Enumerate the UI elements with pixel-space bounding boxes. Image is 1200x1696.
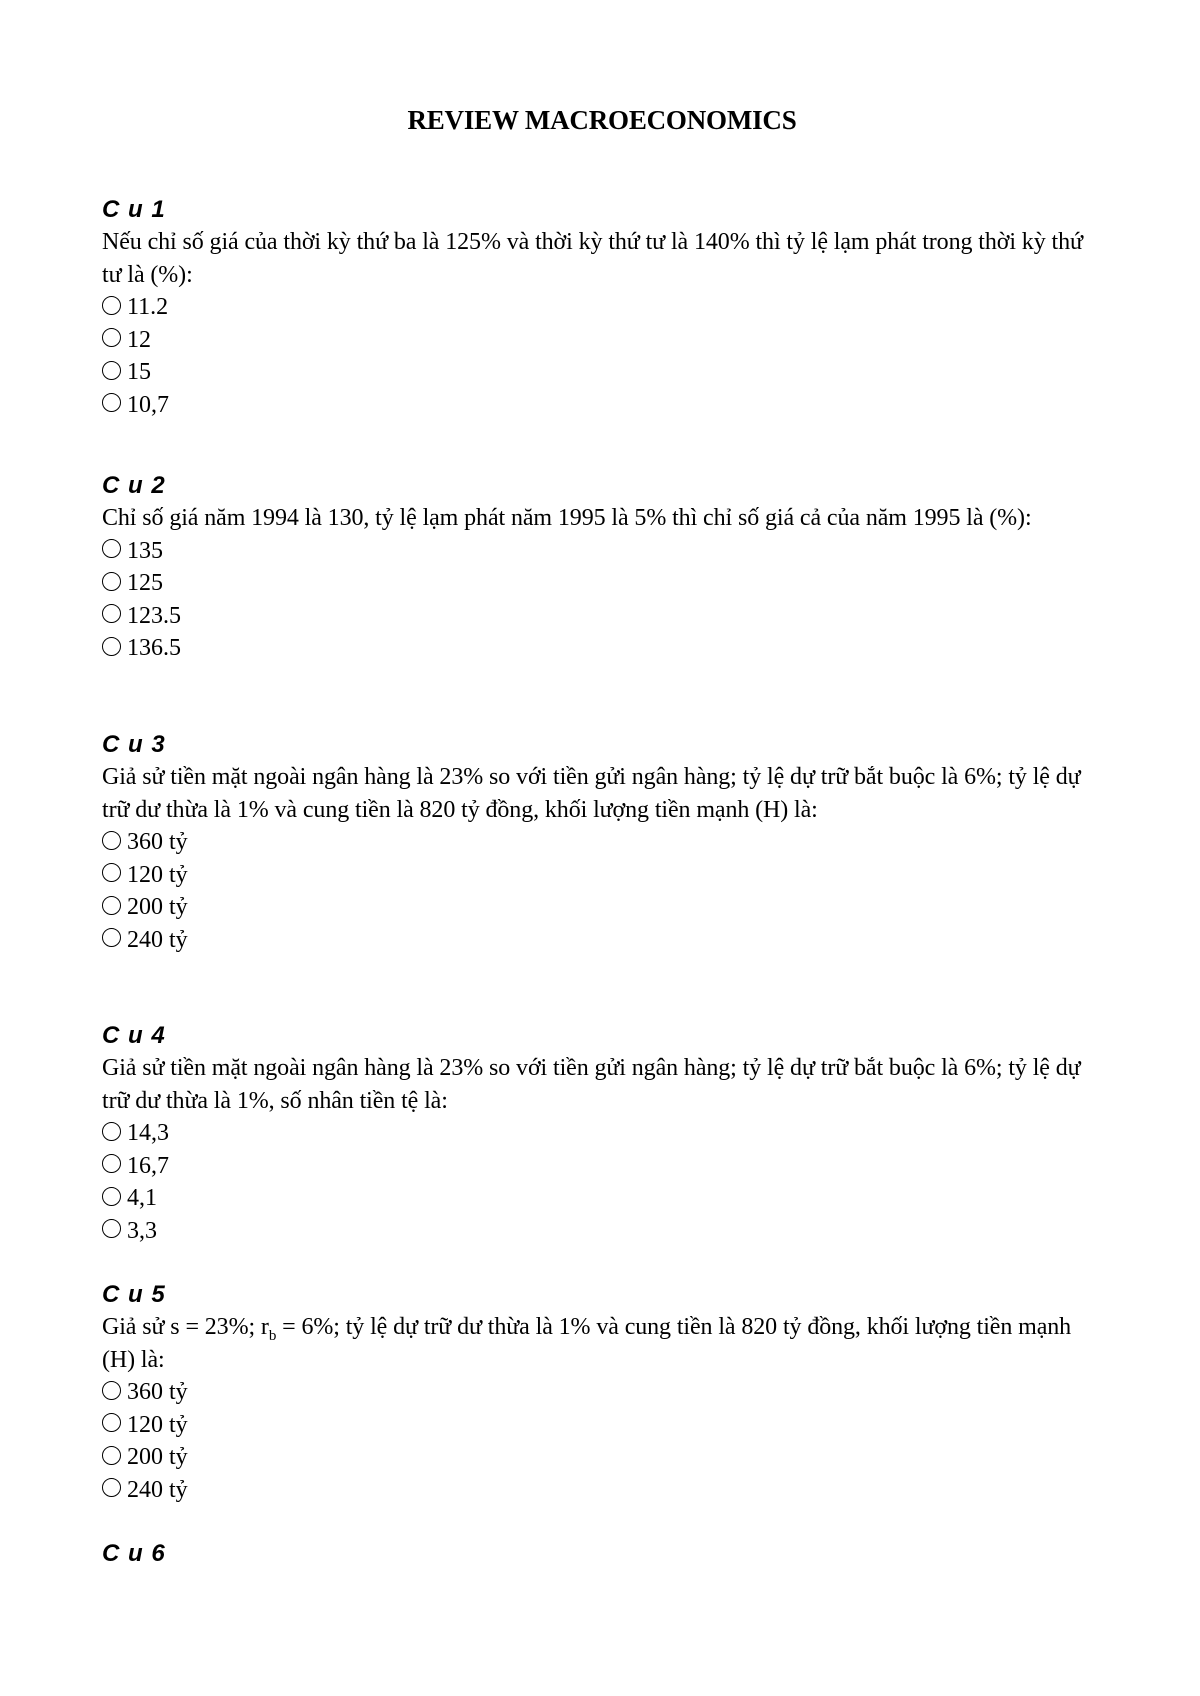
subscript: b xyxy=(268,1327,277,1344)
answer-option[interactable] xyxy=(102,324,1102,357)
answer-option[interactable] xyxy=(102,356,1102,389)
answer-option-label: 135 xyxy=(127,537,163,564)
answer-option[interactable] xyxy=(102,632,1102,665)
answer-option-label: 360 tỷ xyxy=(127,1379,188,1405)
answer-option[interactable] xyxy=(102,1182,1102,1215)
answer-option-label: 120 tỷ xyxy=(127,1411,188,1438)
radio-button-icon[interactable] xyxy=(102,1187,121,1206)
question-2 xyxy=(102,470,1102,665)
answer-option[interactable] xyxy=(102,891,1102,924)
answer-option[interactable] xyxy=(102,567,1102,600)
question-text-part: Giả sử s = 23%; r xyxy=(102,1314,269,1340)
answer-option[interactable] xyxy=(102,859,1102,892)
answer-option-label: 120 tỷ xyxy=(127,861,188,888)
answer-option[interactable] xyxy=(102,924,1102,957)
answer-option-label: 12 xyxy=(127,326,151,353)
answer-option[interactable] xyxy=(102,1215,1102,1248)
answer-options xyxy=(102,826,1102,956)
answer-option[interactable] xyxy=(102,826,1102,859)
answer-option-label: 240 tỷ xyxy=(127,926,188,953)
radio-button-icon[interactable] xyxy=(102,296,121,315)
question-5 xyxy=(102,1279,1102,1506)
question-3 xyxy=(102,729,1102,956)
document-title: REVIEW MACROECONOMICS xyxy=(407,105,797,135)
question-4 xyxy=(102,1020,1102,1247)
answer-option-label: 240 tỷ xyxy=(127,1476,188,1503)
answer-option[interactable] xyxy=(102,1474,1102,1507)
answer-option[interactable] xyxy=(102,535,1102,568)
question-text xyxy=(102,1311,1102,1376)
radio-button-icon[interactable] xyxy=(102,863,121,882)
answer-option-label: 15 xyxy=(127,359,151,385)
radio-button-icon[interactable] xyxy=(102,896,121,915)
question-heading: C u 1 xyxy=(102,196,166,223)
radio-button-icon[interactable] xyxy=(102,539,121,558)
question-text-part: = 6%; tỷ lệ dự trữ dư thừa là 1% và cung tiền là 820 tỷ đồng, khối lượng tiền mạnh (H) là: xyxy=(102,1314,1072,1373)
radio-button-icon[interactable] xyxy=(102,361,121,380)
answer-options xyxy=(102,1117,1102,1247)
radio-button-icon[interactable] xyxy=(102,604,121,623)
answer-option[interactable] xyxy=(102,389,1102,422)
question-text: Nếu chỉ số giá của thời kỳ thứ ba là 125% và thời kỳ thứ tư là 140% thì tỷ lệ lạm phát trong thời kỳ thứ tư là (%): xyxy=(102,229,1083,288)
answer-option-label: 3,3 xyxy=(127,1217,157,1244)
answer-option-label: 14,3 xyxy=(127,1120,169,1146)
answer-option[interactable] xyxy=(102,1150,1102,1183)
answer-option-label: 136.5 xyxy=(127,635,181,661)
answer-option[interactable] xyxy=(102,291,1102,324)
answer-option[interactable] xyxy=(102,1409,1102,1442)
answer-options xyxy=(102,535,1102,665)
question-text: Giả sử tiền mặt ngoài ngân hàng là 23% so với tiền gửi ngân hàng; tỷ lệ dự trữ bắt buộc là 6%; tỷ lệ dự trữ dư thừa là 1%, số nhân tiền tệ là: xyxy=(102,1055,1081,1114)
radio-button-icon[interactable] xyxy=(102,1122,121,1141)
question-text: Giả sử tiền mặt ngoài ngân hàng là 23% so với tiền gửi ngân hàng; tỷ lệ dự trữ bắt buộc là 6%; tỷ lệ dự trữ dư thừa là 1% và cung tiền là 820 tỷ đồng, khối lượng tiền mạnh (H) là: xyxy=(102,764,1081,823)
answer-option[interactable] xyxy=(102,600,1102,633)
question-1 xyxy=(102,194,1102,421)
radio-button-icon[interactable] xyxy=(102,928,121,947)
answer-option-label: 11.2 xyxy=(127,294,169,320)
answer-option[interactable] xyxy=(102,1376,1102,1409)
radio-button-icon[interactable] xyxy=(102,572,121,591)
answer-option-label: 125 xyxy=(127,570,163,596)
answer-option-label: 200 tỷ xyxy=(127,894,188,920)
answer-option[interactable] xyxy=(102,1441,1102,1474)
answer-option-label: 123.5 xyxy=(127,602,181,629)
radio-button-icon[interactable] xyxy=(102,1478,121,1497)
question-heading: C u 6 xyxy=(102,1540,166,1567)
answer-options xyxy=(102,291,1102,421)
answer-options xyxy=(102,1376,1102,1506)
answer-option-label: 200 tỷ xyxy=(127,1444,188,1470)
radio-button-icon[interactable] xyxy=(102,328,121,347)
radio-button-icon[interactable] xyxy=(102,1219,121,1238)
radio-button-icon[interactable] xyxy=(102,393,121,412)
radio-button-icon[interactable] xyxy=(102,1381,121,1400)
question-heading: C u 5 xyxy=(102,1281,166,1308)
question-6 xyxy=(102,1538,1102,1570)
question-text: Chỉ số giá năm 1994 là 130, tỷ lệ lạm phát năm 1995 là 5% thì chỉ số giá cả của năm 1995 là (%): xyxy=(102,505,1032,531)
answer-option-label: 10,7 xyxy=(127,391,169,418)
question-heading: C u 2 xyxy=(102,472,166,499)
radio-button-icon[interactable] xyxy=(102,1413,121,1432)
answer-option-label: 16,7 xyxy=(127,1152,169,1179)
answer-option-label: 4,1 xyxy=(127,1185,157,1211)
answer-option-label: 360 tỷ xyxy=(127,829,188,855)
question-heading: C u 3 xyxy=(102,731,166,758)
answer-option[interactable] xyxy=(102,1117,1102,1150)
radio-button-icon[interactable] xyxy=(102,1154,121,1173)
radio-button-icon[interactable] xyxy=(102,1446,121,1465)
radio-button-icon[interactable] xyxy=(102,831,121,850)
radio-button-icon[interactable] xyxy=(102,637,121,656)
question-heading: C u 4 xyxy=(102,1022,166,1049)
